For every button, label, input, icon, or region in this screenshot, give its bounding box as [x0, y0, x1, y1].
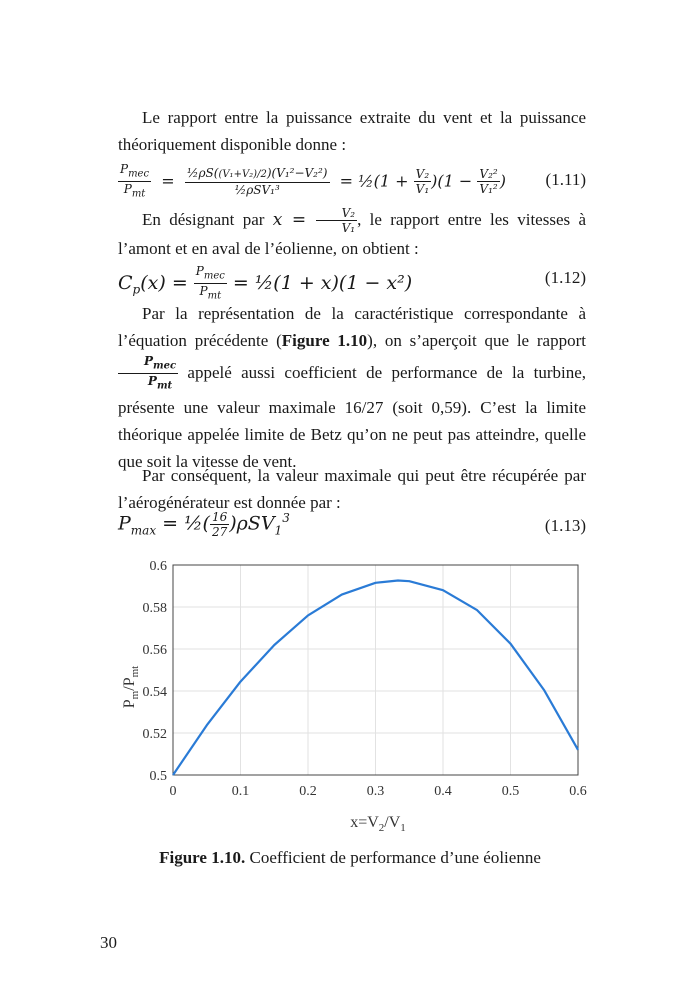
y-tick-label: 0.58	[142, 601, 167, 616]
x-tick-label: 0.4	[434, 784, 452, 799]
caption-text: Coefficient de performance d’une éolienne	[245, 848, 541, 867]
equation-number: (1.11)	[545, 170, 586, 189]
x-tick-label: 0.3	[366, 784, 385, 799]
y-tick-label: 0.54	[142, 685, 167, 700]
y-tick-label: 0.56	[142, 643, 167, 658]
paragraph-betz: Par la représentation de la caractéristique correspondante à l’équation précédente (Figure 1.10), on s’aperçoit que le rapport $\frac{P_{mec}}{P_{mt}}$ appelé aussi coefficient de performance de la turbine, présente une valeur maximale 16/27 (soit 0,59). C’est la limite théorique appelée limite de Betz qu’on ne peut pas atteindre, quelle que soit la vitesse de vent.	[118, 304, 586, 471]
y-axis-label	[121, 666, 141, 708]
y-tick-label: 0.52	[142, 727, 167, 742]
figure-reference: Figure 1.10	[281, 331, 368, 350]
x-axis-ticks	[170, 784, 587, 799]
paragraph-max-power: Par conséquent, la valeur maximale qui peut être récupérée par l’aérogénérateur est donnée par :	[118, 466, 586, 512]
x-tick-label: 0	[169, 784, 177, 799]
svg-text:Pm/Pmt: $P_m/P_{mt}$	[121, 665, 141, 709]
x-tick-label: 0.1	[231, 784, 250, 799]
x-axis-label: $x=V_2/V_1$	[350, 814, 406, 834]
paragraph-intro: Le rapport entre la puissance extraite du vent et la puissance théoriquement disponible donne :	[118, 108, 586, 154]
y-tick-label: 0.5	[149, 769, 167, 784]
paragraph-definition: En désignant par x = $\frac{\text{V₂}}{\text{V₁}}$ , le rapport entre les vitesses à l’amont et en aval de l’éolienne, on obtient :	[118, 206, 587, 258]
caption-label: Figure 1.10.	[159, 848, 246, 867]
equation-1-13: $P_{max}$ = ½( $\frac{16}{27}$ )ρSV$_1^3$ (1.13)	[118, 510, 586, 539]
equation-number: (1.13)	[544, 516, 586, 535]
y-tick-label: 0.6	[149, 559, 167, 574]
x-tick-label: 0.6	[569, 784, 587, 799]
page-number: 30	[100, 933, 117, 952]
equation-1-12: $C_p(x)$ = $\frac{P_{mec}}{P_{mt}}$ = ½(1 + x)(1 − x²) (1.12)	[118, 264, 586, 302]
x-tick-label: 0.2	[299, 784, 317, 799]
equation-1-11: $\frac{P_{mec}}{P_{mt}}$ = $\frac{\text{½ρS((V₁+V₂)/2)(V₁²−V₂²)}}{\text{½ρSV₁³}}$ = ½(1 + $\frac{\text{V₂}}{\text{V₁}}$ )(1 − $\frac{\text{V₂²}}{\text{V₁²}}$ ) (1.11)	[120, 162, 586, 200]
y-axis-ticks	[143, 559, 168, 784]
figure-caption	[0, 848, 700, 868]
equation-number: (1.12)	[544, 268, 586, 287]
performance-coefficient-chart	[110, 555, 600, 835]
x-tick-label: 0.5	[501, 784, 520, 799]
chart-grid	[173, 565, 578, 775]
